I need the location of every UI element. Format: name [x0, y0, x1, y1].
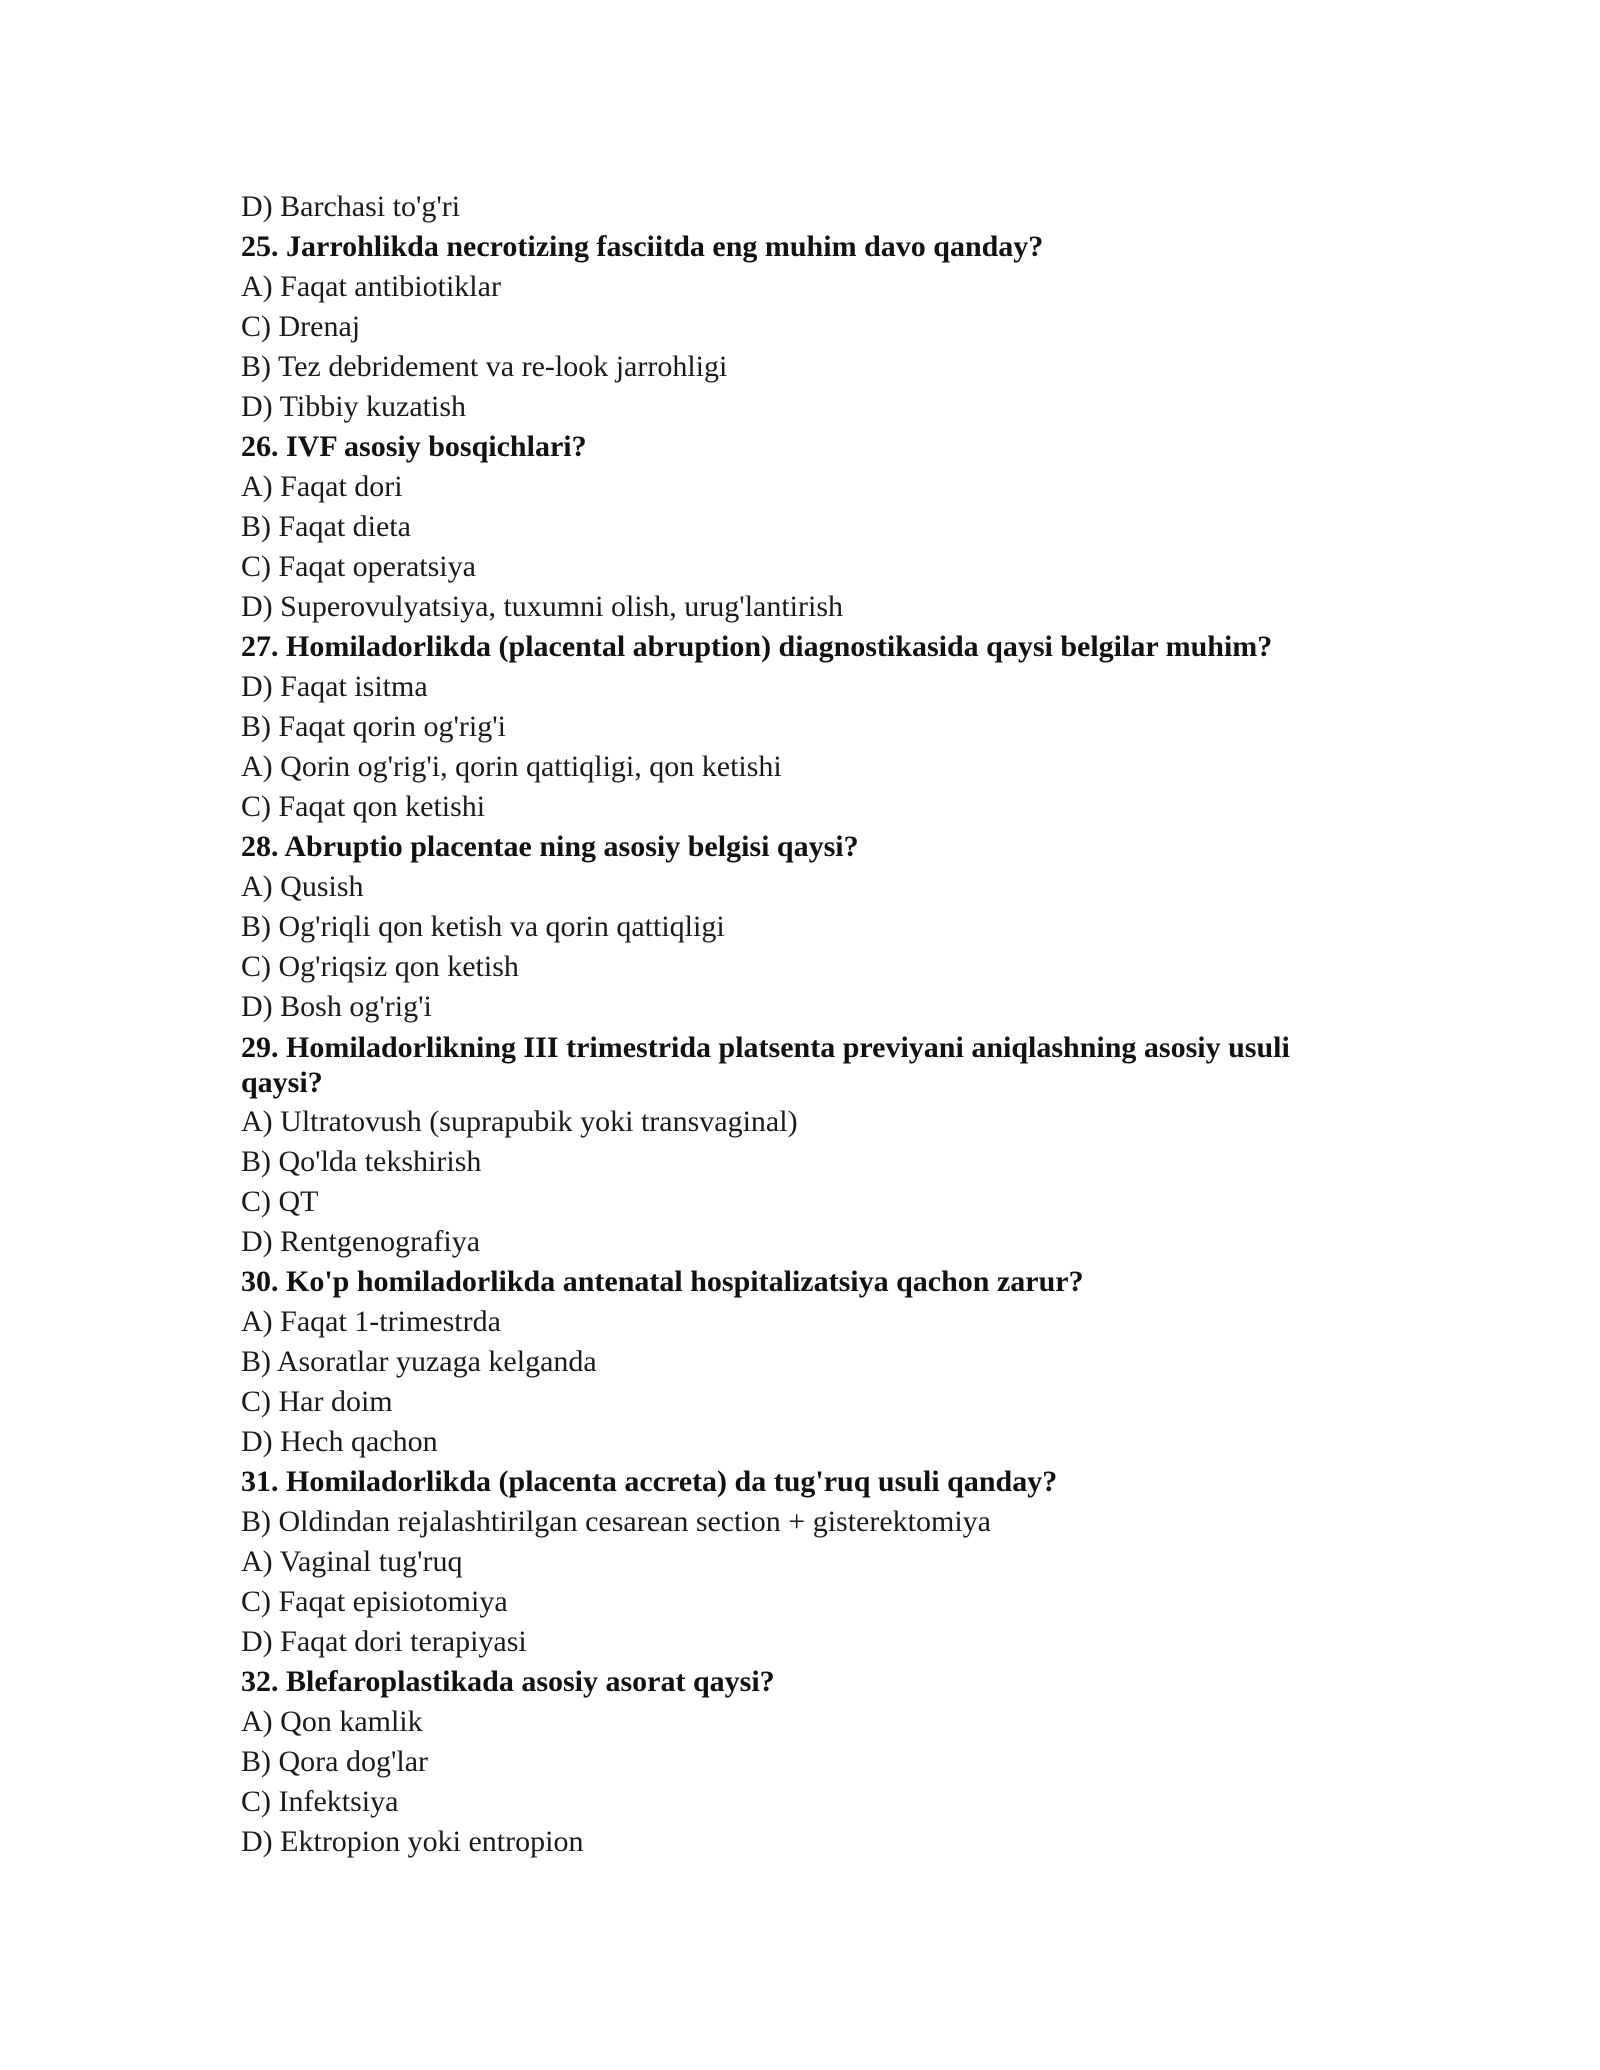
answer-option: D) Tibbiy kuzatish — [241, 390, 467, 423]
answer-option: A) Qon kamlik — [241, 1705, 423, 1738]
answer-option: C) Har doim — [241, 1385, 393, 1418]
answer-option: A) Ultratovush (suprapubik yoki transvaginal) — [241, 1105, 798, 1138]
answer-option: B) Asoratlar yuzaga kelganda — [241, 1345, 597, 1378]
answer-option: A) Qusish — [241, 870, 364, 903]
answer-option: C) Faqat episiotomiya — [241, 1585, 508, 1618]
answer-option: D) Hech qachon — [241, 1425, 438, 1458]
question-text: 32. Blefaroplastikada asosiy asorat qaysi? — [241, 1665, 775, 1698]
answer-option: D) Ektropion yoki entropion — [241, 1825, 584, 1858]
answer-option: B) Faqat dieta — [241, 510, 411, 543]
answer-option: C) Faqat operatsiya — [241, 550, 476, 583]
question-text: 26. IVF asosiy bosqichlari? — [241, 430, 587, 463]
answer-option: B) Qora dog'lar — [241, 1745, 429, 1778]
answer-option: D) Superovulyatsiya, tuxumni olish, urug'lantirish — [241, 590, 844, 623]
question-text: 31. Homiladorlikda (placenta accreta) da tug'ruq usuli qanday? — [241, 1465, 1058, 1498]
question-text: 28. Abruptio placentae ning asosiy belgisi qaysi? — [241, 830, 859, 863]
quiz-content — [241, 187, 1361, 1862]
answer-option: C) Drenaj — [241, 310, 361, 343]
answer-option: B) Faqat qorin og'rig'i — [241, 710, 506, 743]
answer-option: D) Bosh og'rig'i — [241, 990, 432, 1023]
question-text: 29. Homiladorlikning III trimestrida platsenta previyani aniqlashning asosiy usuli qaysi? — [241, 1031, 1290, 1099]
answer-option: A) Qorin og'rig'i, qorin qattiqligi, qon ketishi — [241, 750, 782, 783]
answer-option: B) Qo'lda tekshirish — [241, 1145, 482, 1178]
answer-option: D) Faqat isitma — [241, 670, 428, 703]
question-text: 30. Ko'p homiladorlikda antenatal hospitalizatsiya qachon zarur? — [241, 1265, 1084, 1298]
answer-option: D) Rentgenografiya — [241, 1225, 481, 1258]
answer-option: B) Tez debridement va re-look jarrohligi — [241, 350, 728, 383]
answer-option: A) Faqat antibiotiklar — [241, 270, 501, 303]
answer-option: A) Vaginal tug'ruq — [241, 1545, 463, 1578]
answer-option: B) Og'riqli qon ketish va qorin qattiqligi — [241, 910, 725, 943]
answer-option: C) Faqat qon ketishi — [241, 790, 486, 823]
answer-option: C) Og'riqsiz qon ketish — [241, 950, 519, 983]
question-text: 25. Jarrohlikda necrotizing fasciitda eng muhim davo qanday? — [241, 230, 1044, 263]
answer-option: B) Oldindan rejalashtirilgan cesarean section + gisterektomiya — [241, 1505, 991, 1538]
question-text: 27. Homiladorlikda (placental abruption) diagnostikasida qaysi belgilar muhim? — [241, 630, 1273, 663]
answer-option: D) Faqat dori terapiyasi — [241, 1625, 527, 1658]
answer-option: C) Infektsiya — [241, 1785, 399, 1818]
answer-option: A) Faqat dori — [241, 470, 403, 503]
answer-option: D) Barchasi to'g'ri — [241, 190, 461, 223]
answer-option: A) Faqat 1-trimestrda — [241, 1305, 501, 1338]
answer-option: C) QT — [241, 1185, 319, 1218]
